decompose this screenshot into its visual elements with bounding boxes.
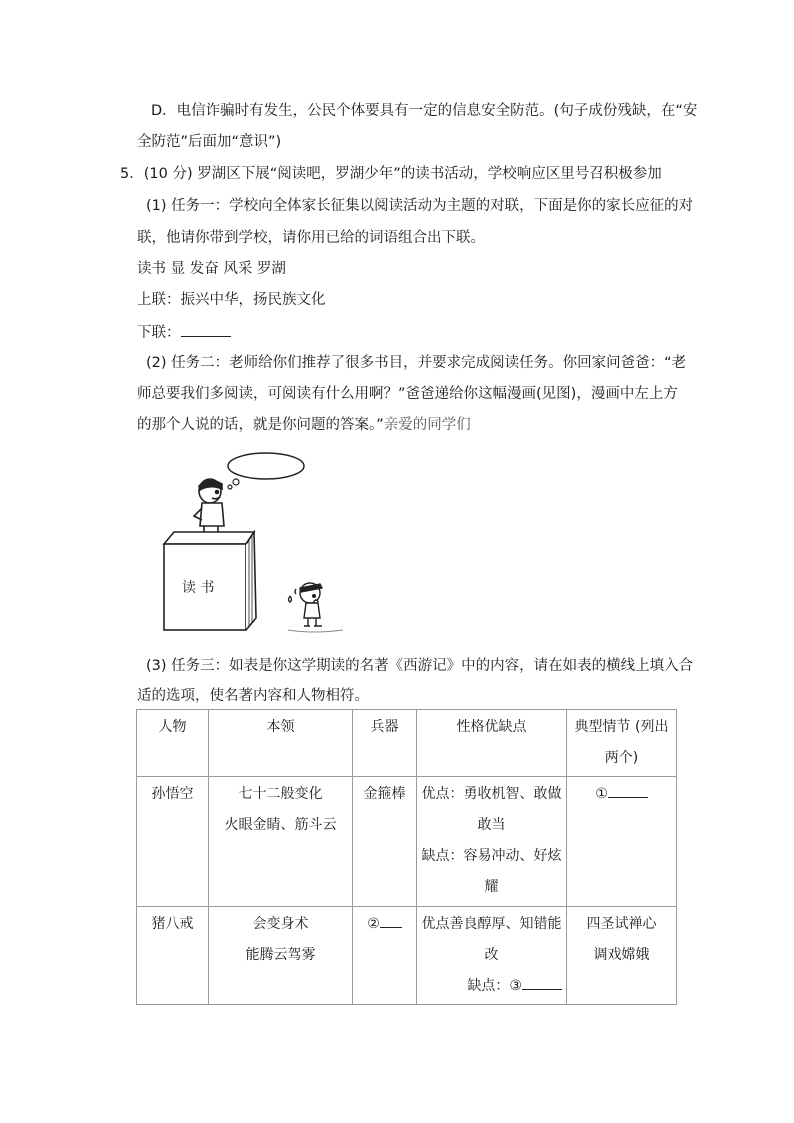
- wukong-skill-line2: 火眼金睛、筋斗云: [224, 817, 337, 833]
- book-label: 读 书: [182, 580, 215, 596]
- bajie-weapon: [353, 907, 417, 1005]
- task2-line1: (2) 任务二：老师给你们推荐了很多书目，并要求完成阅读任务。你回家问爸爸：“老: [146, 355, 687, 371]
- bajie-trait-2: 改: [484, 947, 499, 963]
- task1-line2: 联，他请你带到学校，请你用已给的词语组合出下联。: [137, 230, 485, 246]
- header-plot-line2: 两个): [604, 750, 639, 766]
- bajie-plot: [567, 907, 677, 1005]
- header-person: 人物: [137, 710, 209, 777]
- blank-3-marker: 缺点：③: [467, 978, 522, 994]
- option-d-line2: 全防范”后面加“意识”): [137, 134, 282, 150]
- wukong-skill-line1: 七十二般变化: [238, 786, 323, 802]
- lower-couplet-label: 下联：: [137, 325, 181, 341]
- wukong-weapon: 金箍棒: [353, 777, 417, 907]
- task1-line1: (1) 任务一：学校向全体家长征集以阅读活动为主题的对联，下面是你的家长应征的对: [146, 198, 694, 214]
- header-weapon: 兵器: [353, 710, 417, 777]
- wukong-skill: [209, 777, 353, 907]
- reading-cartoon: [138, 448, 370, 638]
- thought-bubble: [228, 453, 304, 479]
- wukong-plot: [567, 777, 677, 907]
- table-row: [137, 777, 677, 907]
- blank-2-marker: ②: [367, 916, 380, 932]
- header-plot-line1: 典型情节 (列出: [574, 719, 669, 735]
- header-plot: [567, 710, 677, 777]
- header-traits: 性格优缺点: [417, 710, 567, 777]
- bajie-skill-line1: 会变身术: [252, 916, 309, 932]
- blank-1-marker: ①: [595, 786, 608, 802]
- bajie-skill: [209, 907, 353, 1005]
- task1-upper-couplet: 上联：振兴中华，扬民族文化: [137, 292, 326, 308]
- task3-line2: 适的选项，使名著内容和人物相符。: [137, 688, 369, 704]
- small-child: [289, 583, 323, 626]
- option-d-line1: D．电信诈骗时有发生，公民个体要具有一定的信息安全防范。(句子成份残缺，在“安: [151, 103, 698, 119]
- bajie-plot-line2: 调戏嫦娥: [593, 947, 650, 963]
- man-on-book: [194, 479, 224, 539]
- journey-to-west-table: [136, 709, 677, 1005]
- task2-line2: 师总要我们多阅读，可阅读有什么用啊？”爸爸递给你这幅漫画(见图)，漫画中左上方: [137, 386, 678, 402]
- blank-1[interactable]: [608, 783, 648, 798]
- table-header-row: [137, 710, 677, 777]
- task2-line3-text: 的那个人说的话，就是你问题的答案。”: [137, 417, 384, 433]
- bajie-name: 猪八戒: [137, 907, 209, 1005]
- cartoon-illustration: [138, 448, 370, 638]
- wukong-traits: [417, 777, 567, 907]
- question-5-header: 5．(10 分) 罗湖区下展“阅读吧，罗湖少年”的读书活动，学校响应区里号召积极参加: [120, 166, 662, 182]
- bajie-trait-1: 优点善良醇厚、知错能: [421, 916, 562, 932]
- task2-line3: [137, 415, 471, 435]
- blank-3[interactable]: [522, 975, 562, 990]
- bajie-traits: [417, 907, 567, 1005]
- bajie-plot-line1: 四圣试禅心: [586, 916, 657, 932]
- bajie-skill-line2: 能腾云驾雾: [245, 947, 316, 963]
- bajie-trait-3: [421, 971, 562, 1002]
- wukong-name: 孙悟空: [137, 777, 209, 907]
- lower-couplet-blank[interactable]: [181, 322, 231, 337]
- task3-line1: (3) 任务三：如表是你这学期读的名著《西游记》中的内容，请在如表的横线上填入合: [146, 658, 694, 674]
- wukong-trait-1: 优点：勇收机智、敢做: [421, 786, 562, 802]
- table-row: [137, 907, 677, 1005]
- blank-2[interactable]: [380, 913, 402, 928]
- wukong-trait-3: 缺点：容易冲动、好炫: [421, 848, 562, 864]
- wukong-trait-2: 敢当: [477, 817, 506, 833]
- header-skill: 本领: [209, 710, 353, 777]
- wukong-trait-4: 耀: [484, 879, 499, 895]
- task2-line3-extra: 亲爱的同学们: [383, 417, 471, 433]
- task1-word-bank: 读书 显 发奋 风采 罗湖: [137, 261, 286, 277]
- task1-lower-couplet: [137, 322, 231, 343]
